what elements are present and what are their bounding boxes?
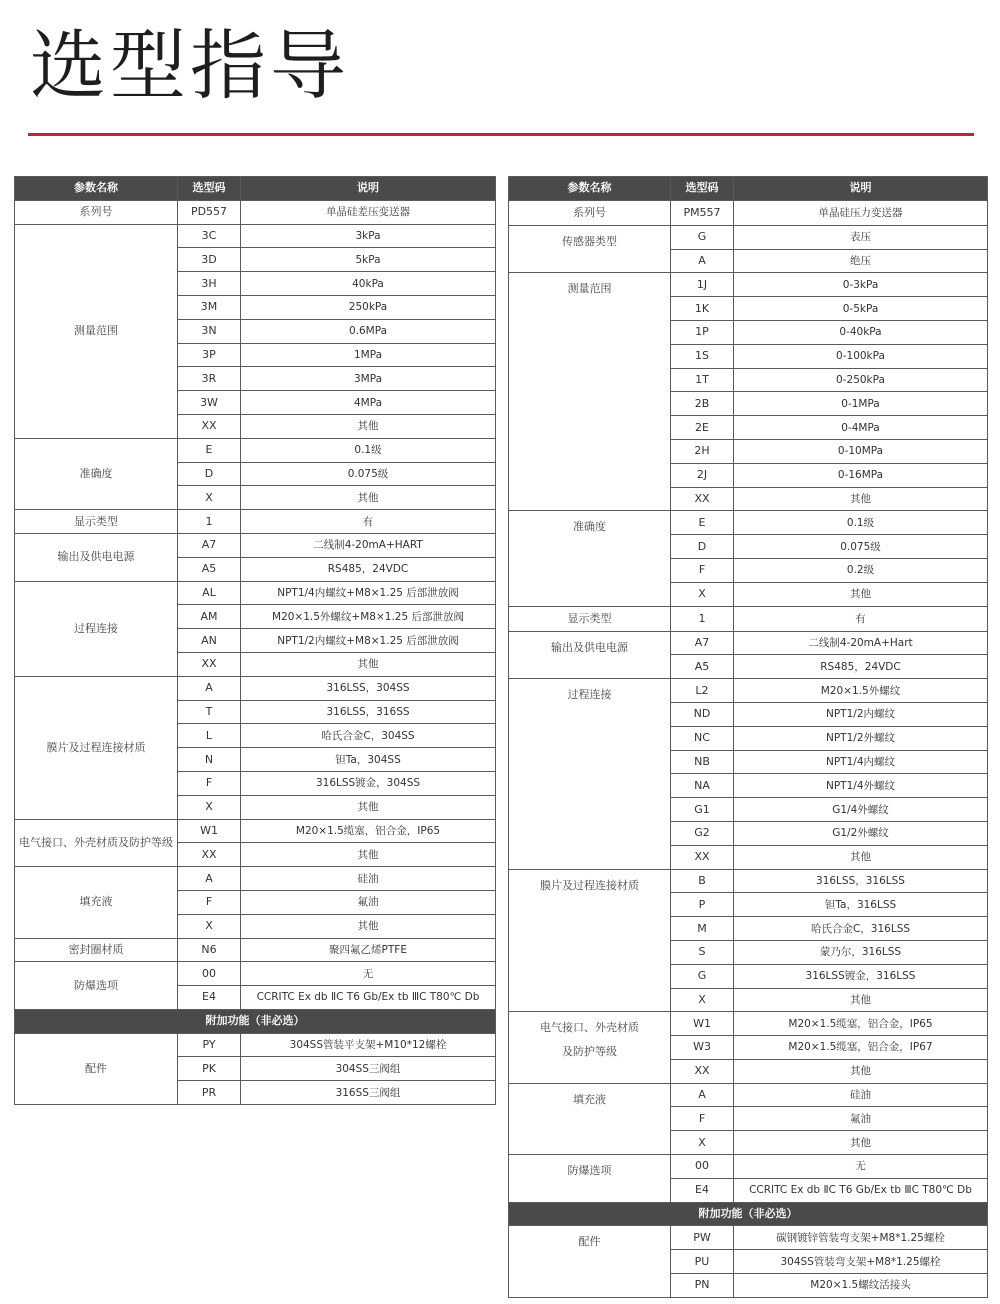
code-cell: NC [671, 726, 734, 750]
code-cell: A [671, 1083, 734, 1107]
desc-cell: 其他 [241, 652, 496, 676]
desc-cell: 二线制4-20mA+HART [241, 533, 496, 557]
table-row [15, 533, 496, 557]
code-cell: X [178, 486, 241, 510]
code-cell: 3N [178, 319, 241, 343]
code-cell: E4 [671, 1178, 734, 1202]
desc-cell: 0.2级 [734, 558, 988, 582]
param-name-cell: 测量范围 [509, 273, 671, 511]
code-cell: 3P [178, 343, 241, 367]
desc-cell: 聚四氟乙烯PTFE [241, 938, 496, 962]
desc-cell: 0.075级 [734, 535, 988, 559]
code-cell: B [671, 869, 734, 893]
table-row [15, 438, 496, 462]
table-row [509, 631, 988, 655]
desc-cell: 4MPa [241, 391, 496, 415]
desc-cell: 0.075级 [241, 462, 496, 486]
desc-cell: 0.6MPa [241, 319, 496, 343]
code-cell: 2B [671, 392, 734, 416]
code-cell: F [178, 771, 241, 795]
code-cell: NB [671, 750, 734, 774]
code-cell: P [671, 893, 734, 917]
desc-cell: 0.1级 [241, 438, 496, 462]
code-cell: PK [178, 1057, 241, 1081]
param-name-cell: 膜片及过程连接材质 [15, 676, 178, 819]
code-cell: 1P [671, 320, 734, 344]
code-cell: XX [178, 843, 241, 867]
code-cell: ND [671, 702, 734, 726]
table-row [15, 1033, 496, 1057]
code-cell: AM [178, 605, 241, 629]
desc-cell: 0-100kPa [734, 344, 988, 368]
param-name-cell: 配件 [15, 1033, 178, 1104]
code-cell: 3W [178, 391, 241, 415]
desc-cell: 氟油 [241, 890, 496, 914]
code-cell: PN [671, 1274, 734, 1298]
title-divider [28, 133, 974, 136]
section-row [15, 1009, 496, 1033]
code-cell: F [671, 1107, 734, 1131]
code-cell: 00 [178, 962, 241, 986]
table-row [15, 581, 496, 605]
code-cell: W3 [671, 1036, 734, 1060]
code-cell: PR [178, 1081, 241, 1105]
code-cell: A5 [671, 655, 734, 679]
desc-cell: 40kPa [241, 272, 496, 296]
param-name-cell: 显示类型 [509, 606, 671, 631]
header-param: 参数名称 [15, 177, 178, 201]
code-cell: L [178, 724, 241, 748]
desc-cell: 5kPa [241, 248, 496, 272]
code-cell: G2 [671, 821, 734, 845]
desc-cell: 316LSS镀金，316LSS [734, 964, 988, 988]
desc-cell: 250kPa [241, 295, 496, 319]
code-cell: 1J [671, 273, 734, 297]
code-cell: G1 [671, 798, 734, 822]
code-cell: M [671, 917, 734, 941]
right-selection-table [508, 176, 988, 1298]
desc-cell: 其他 [241, 414, 496, 438]
table-header-row [509, 177, 988, 201]
param-name-cell: 电气接口、外壳材质及防护等级 [15, 819, 178, 867]
code-cell: A7 [671, 631, 734, 655]
desc-cell: M20×1.5缆塞，铝合金，IP65 [734, 1012, 988, 1036]
table-row [509, 869, 988, 893]
param-name-cell: 电气接口、外壳材质 及防护等级 [509, 1012, 671, 1083]
code-cell: A [178, 867, 241, 891]
code-cell: 1 [178, 510, 241, 534]
desc-cell: NPT1/2内螺纹 [734, 702, 988, 726]
desc-cell: 0-1MPa [734, 392, 988, 416]
code-cell: 2H [671, 439, 734, 463]
header-code: 选型码 [671, 177, 734, 201]
code-cell: 1T [671, 368, 734, 392]
code-cell: 3H [178, 272, 241, 296]
code-cell: A5 [178, 557, 241, 581]
section-title: 附加功能（非必选） [509, 1202, 988, 1226]
code-cell: 1K [671, 297, 734, 321]
desc-cell: 无 [734, 1155, 988, 1179]
header-desc: 说明 [734, 177, 988, 201]
table-row [509, 1083, 988, 1107]
desc-cell: 蒙乃尔，316LSS [734, 940, 988, 964]
desc-cell: 1MPa [241, 343, 496, 367]
table-row [509, 1012, 988, 1036]
code-cell: X [178, 914, 241, 938]
desc-cell: 其他 [734, 988, 988, 1012]
table-row [15, 200, 496, 224]
desc-cell: 316LSS，304SS [241, 676, 496, 700]
desc-cell: M20×1.5缆塞，铝合金，IP67 [734, 1036, 988, 1060]
desc-cell: 哈氏合金C，316LSS [734, 917, 988, 941]
code-cell: 3M [178, 295, 241, 319]
header-code: 选型码 [178, 177, 241, 201]
desc-cell: NPT1/4外螺纹 [734, 774, 988, 798]
table-row [509, 511, 988, 535]
desc-cell: 0-40kPa [734, 320, 988, 344]
code-cell: F [671, 558, 734, 582]
desc-cell: CCRITC Ex db ⅡC T6 Gb/Ex tb ⅢC T80℃ Db [734, 1178, 988, 1202]
table-header-row [15, 177, 496, 201]
param-name-cell: 防爆选项 [15, 962, 178, 1010]
code-cell: X [671, 582, 734, 606]
desc-cell: 其他 [241, 914, 496, 938]
code-cell: N6 [178, 938, 241, 962]
desc-cell: 0-4MPa [734, 416, 988, 440]
code-cell: 00 [671, 1155, 734, 1179]
desc-cell: 其他 [734, 582, 988, 606]
desc-cell: 硅油 [734, 1083, 988, 1107]
param-name-cell: 系列号 [509, 200, 671, 225]
code-cell: PW [671, 1226, 734, 1250]
code-cell: XX [178, 414, 241, 438]
desc-cell: 其他 [241, 486, 496, 510]
desc-cell: 3MPa [241, 367, 496, 391]
desc-cell: 有 [734, 606, 988, 631]
code-cell: L2 [671, 679, 734, 703]
code-cell: N [178, 748, 241, 772]
code-cell: XX [671, 487, 734, 511]
code-cell: PU [671, 1250, 734, 1274]
desc-cell: 316SS三阀组 [241, 1081, 496, 1105]
desc-cell: 钽Ta，304SS [241, 748, 496, 772]
code-cell: 3D [178, 248, 241, 272]
code-cell: E4 [178, 986, 241, 1010]
code-cell: S [671, 940, 734, 964]
code-cell: X [178, 795, 241, 819]
desc-cell: 二线制4-20mA+Hart [734, 631, 988, 655]
code-cell: A [671, 249, 734, 273]
code-cell: G [671, 964, 734, 988]
code-cell: 1S [671, 344, 734, 368]
desc-cell: 0-3kPa [734, 273, 988, 297]
param-name-cell: 系列号 [15, 200, 178, 224]
code-cell: D [671, 535, 734, 559]
desc-cell: M20×1.5外螺纹 [734, 679, 988, 703]
desc-cell: 无 [241, 962, 496, 986]
desc-cell: G1/2外螺纹 [734, 821, 988, 845]
code-cell: NA [671, 774, 734, 798]
code-cell: X [671, 988, 734, 1012]
desc-cell: 0-16MPa [734, 463, 988, 487]
code-cell: A7 [178, 533, 241, 557]
table-row [15, 819, 496, 843]
param-name-cell: 防爆选项 [509, 1155, 671, 1203]
code-cell: PM557 [671, 200, 734, 225]
desc-cell: 有 [241, 510, 496, 534]
param-name-cell: 传感器类型 [509, 225, 671, 273]
desc-cell: 0-250kPa [734, 368, 988, 392]
section-row [509, 1202, 988, 1226]
code-cell: E [178, 438, 241, 462]
table-row [15, 867, 496, 891]
code-cell: T [178, 700, 241, 724]
code-cell: 2E [671, 416, 734, 440]
desc-cell: 其他 [241, 843, 496, 867]
desc-cell: 其他 [241, 795, 496, 819]
header-param: 参数名称 [509, 177, 671, 201]
code-cell: F [178, 890, 241, 914]
code-cell: G [671, 225, 734, 249]
code-cell: W1 [671, 1012, 734, 1036]
section-title: 附加功能（非必选） [15, 1009, 496, 1033]
code-cell: X [671, 1131, 734, 1155]
desc-cell: 碳钢镀锌管装弯支架+M8*1.25螺栓 [734, 1226, 988, 1250]
desc-cell: 3kPa [241, 224, 496, 248]
header-desc: 说明 [241, 177, 496, 201]
desc-cell: 其他 [734, 487, 988, 511]
table-row [15, 962, 496, 986]
code-cell: 1 [671, 606, 734, 631]
code-cell: D [178, 462, 241, 486]
desc-cell: NPT1/4内螺纹 [734, 750, 988, 774]
desc-cell: 表压 [734, 225, 988, 249]
param-name-cell: 填充液 [15, 867, 178, 938]
code-cell: XX [671, 845, 734, 869]
desc-cell: 316LSS，316SS [241, 700, 496, 724]
desc-cell: M20×1.5外螺纹+M8×1.25 后部泄放阀 [241, 605, 496, 629]
table-row [15, 510, 496, 534]
code-cell: XX [671, 1059, 734, 1083]
param-name-cell: 显示类型 [15, 510, 178, 534]
desc-cell: 绝压 [734, 249, 988, 273]
code-cell: PD557 [178, 200, 241, 224]
code-cell: XX [178, 652, 241, 676]
desc-cell: NPT1/2内螺纹+M8×1.25 后部泄放阀 [241, 629, 496, 653]
param-name-cell: 配件 [509, 1226, 671, 1297]
desc-cell: M20×1.5缆塞，铝合金，IP65 [241, 819, 496, 843]
desc-cell: 304SS管装弯支架+M8*1.25螺栓 [734, 1250, 988, 1274]
table-row [509, 606, 988, 631]
desc-cell: 硅油 [241, 867, 496, 891]
desc-cell: 其他 [734, 845, 988, 869]
param-name-cell: 测量范围 [15, 224, 178, 438]
code-cell: W1 [178, 819, 241, 843]
page-title: 选型指导 [30, 21, 350, 110]
desc-cell: 哈氏合金C，304SS [241, 724, 496, 748]
table-row [15, 938, 496, 962]
table-row [509, 1226, 988, 1250]
code-cell: E [671, 511, 734, 535]
param-name-cell: 密封圈材质 [15, 938, 178, 962]
desc-cell: NPT1/2外螺纹 [734, 726, 988, 750]
desc-cell: 0-10MPa [734, 439, 988, 463]
param-name-cell: 准确度 [15, 438, 178, 509]
desc-cell: RS485，24VDC [734, 655, 988, 679]
table-row [509, 225, 988, 249]
code-cell: 2J [671, 463, 734, 487]
left-selection-table [14, 176, 496, 1105]
desc-cell: M20×1.5螺纹活接头 [734, 1274, 988, 1298]
code-cell: 3C [178, 224, 241, 248]
desc-cell: 0.1级 [734, 511, 988, 535]
table-row [15, 676, 496, 700]
desc-cell: 钽Ta，316LSS [734, 893, 988, 917]
desc-cell: 316LSS，316LSS [734, 869, 988, 893]
desc-cell: 其他 [734, 1059, 988, 1083]
desc-cell: 304SS三阀组 [241, 1057, 496, 1081]
desc-cell: NPT1/4内螺纹+M8×1.25 后部泄放阀 [241, 581, 496, 605]
desc-cell: 单晶硅压力变送器 [734, 200, 988, 225]
desc-cell: 其他 [734, 1131, 988, 1155]
code-cell: AL [178, 581, 241, 605]
param-name-cell: 过程连接 [15, 581, 178, 676]
desc-cell: RS485，24VDC [241, 557, 496, 581]
param-name-cell: 过程连接 [509, 679, 671, 869]
desc-cell: CCRITC Ex db ⅡC T6 Gb/Ex tb ⅢC T80℃ Db [241, 986, 496, 1010]
param-name-cell: 输出及供电电源 [509, 631, 671, 679]
desc-cell: 单晶硅差压变送器 [241, 200, 496, 224]
param-name-cell: 填充液 [509, 1083, 671, 1154]
desc-cell: 304SS管装平支架+M10*12螺栓 [241, 1033, 496, 1057]
table-row [509, 1155, 988, 1179]
desc-cell: 316LSS镀金，304SS [241, 771, 496, 795]
table-row [509, 200, 988, 225]
code-cell: PY [178, 1033, 241, 1057]
param-name-cell: 输出及供电电源 [15, 533, 178, 581]
table-row [15, 224, 496, 248]
desc-cell: 氟油 [734, 1107, 988, 1131]
code-cell: 3R [178, 367, 241, 391]
desc-cell: G1/4外螺纹 [734, 798, 988, 822]
table-row [509, 273, 988, 297]
param-name-cell: 膜片及过程连接材质 [509, 869, 671, 1012]
desc-cell: 0-5kPa [734, 297, 988, 321]
code-cell: AN [178, 629, 241, 653]
param-name-cell: 准确度 [509, 511, 671, 606]
table-row [509, 679, 988, 703]
code-cell: A [178, 676, 241, 700]
